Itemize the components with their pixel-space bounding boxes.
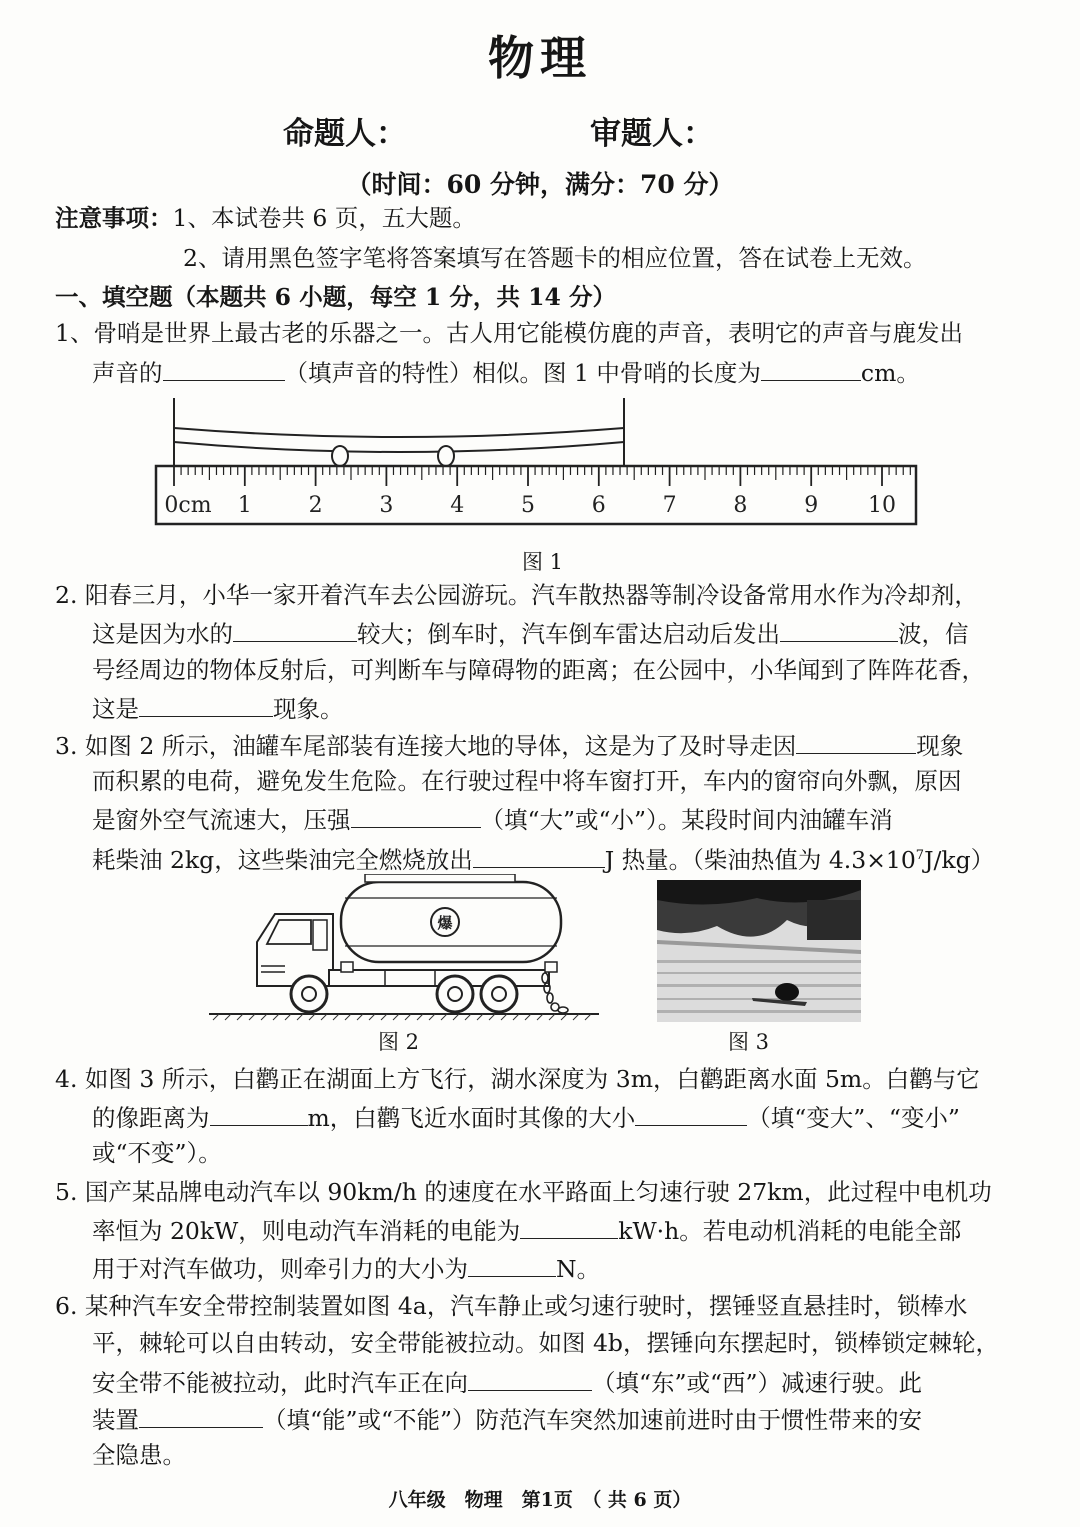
q5-line-1: 5. 国产某品牌电动汽车以 90km/h 的速度在水平路面上匀速行驶 27km，此过程中电机功 [55, 1178, 992, 1206]
answer-blank [468, 1252, 556, 1277]
answer-blank [520, 1214, 618, 1239]
answer-blank [139, 1403, 263, 1428]
figure-2-tanker-truck [205, 874, 605, 1024]
notice-item-1: 1、本试卷共 6 页，五大题。 [172, 204, 476, 232]
answer-blank [163, 356, 285, 381]
q1-line-2: 声音的 （填声音的特性）相似。图 1 中骨哨的长度为 cm。 [92, 356, 920, 388]
answer-blank [635, 1101, 747, 1126]
figure-3-stork-photo [657, 880, 861, 1022]
reviewer-label: 审题人： [590, 116, 714, 152]
ruler-label: 1 [237, 493, 252, 518]
q2-line-4: 这是 现象。 [92, 692, 344, 724]
q3-line-1: 3. 如图 2 所示，油罐车尾部装有连接大地的导体，这是为了及时导走因 现象 [55, 729, 963, 761]
figure-1-caption: 图 1 [522, 550, 564, 574]
ruler-label: 8 [733, 493, 748, 518]
answer-blank [473, 843, 605, 868]
q5-line-3: 用于对汽车做功，则牵引力的大小为 N。 [92, 1252, 600, 1284]
ruler-label: 6 [591, 493, 606, 518]
q5-line-2: 率恒为 20kW，则电动汽车消耗的电能为 kW·h。若电动机消耗的电能全部 [92, 1214, 961, 1246]
q3-line-2: 而积累的电荷，避免发生危险。在行驶过程中将车窗打开，车内的窗帘向外飘，原因 [92, 767, 962, 795]
whistle-bottom-edge [174, 442, 624, 452]
figure-1-ruler [150, 392, 925, 532]
notice-item-2: 2、请用黑色签字笔将答案填写在答题卡的相应位置，答在试卷上无效。 [183, 244, 927, 272]
q2-line-1: 2. 阳春三月，小华一家开着汽车去公园游玩。汽车散热器等制冷设备常用水作为冷却剂， [55, 581, 978, 609]
q6-line-3: 安全带不能被拉动，此时汽车正在向 （填“东”或“西”）减速行驶。此 [92, 1366, 922, 1398]
section-1-title: 一、填空题（本题共 6 小题，每空 1 分，共 14 分） [55, 283, 616, 311]
q3-line-3: 是窗外空气流速大，压强 （填“大”或“小”）。某段时间内油罐车消 [92, 803, 893, 835]
q6-line-4: 装置 （填“能”或“不能”）防范汽车突然加速前进时由于惯性带来的安 [92, 1403, 922, 1435]
notice-label: 注意事项： [55, 204, 173, 232]
q6-line-2: 平，棘轮可以自由转动，安全带能被拉动。如图 4b，摆锤向东摆起时，锁棒锁定棘轮， [92, 1329, 999, 1357]
q4-line-2: 的像距离为 m，白鹳飞近水面时其像的大小 （填“变大”、“变小” [92, 1101, 960, 1133]
tank-rail [365, 874, 515, 882]
ruler-label: 10 [868, 493, 896, 518]
notice-line-1 [55, 203, 476, 233]
q6-line-1: 6. 某种汽车安全带控制装置如图 4a，汽车静止或匀速行驶时，摆锤竖直悬挂时，锁棒水 [55, 1292, 968, 1320]
answer-blank [233, 617, 357, 642]
answer-blank [468, 1366, 592, 1391]
ruler-label: 2 [308, 493, 323, 518]
tank-mark-text: 爆 [437, 914, 453, 932]
q6-line-5: 全隐患。 [92, 1441, 186, 1469]
q2-line-3: 号经周边的物体反射后，可判断车与障碍物的距离；在公园中，小华闻到了阵阵花香， [92, 656, 985, 684]
ruler-label: 7 [662, 493, 677, 518]
whistle-top-edge [174, 428, 624, 437]
figure-3-caption: 图 3 [728, 1030, 770, 1054]
q2-line-2: 这是因为水的 较大；倒车时，汽车倒车雷达启动后发出 波，信 [92, 617, 969, 649]
ruler-label: 4 [450, 493, 465, 518]
answer-blank [796, 729, 916, 754]
q4-line-1: 4. 如图 3 所示，白鹳正在湖面上方飞行，湖水深度为 3m，白鹳距离水面 5m。白鹳与它 [55, 1065, 980, 1093]
answer-blank [780, 617, 898, 642]
ruler-label: 0cm [164, 493, 212, 518]
exam-time-info: （时间：60 分钟，满分：70 分） [346, 170, 734, 199]
figure-2-caption: 图 2 [378, 1030, 420, 1054]
page-footer: 八年级 物理 第1页 （ 共 6 页） [388, 1489, 692, 1511]
q1-line-1: 1、骨哨是世界上最古老的乐器之一。古人用它能模仿鹿的声音，表明它的声音与鹿发出 [55, 319, 963, 347]
whistle-hole [332, 446, 348, 466]
answer-blank [210, 1101, 308, 1126]
ruler-label: 9 [804, 493, 819, 518]
ruler-label: 5 [521, 493, 535, 518]
q4-line-3: 或“不变”）。 [92, 1139, 222, 1167]
answer-blank [139, 692, 273, 717]
question-setter-label: 命题人： [283, 116, 407, 152]
stork-photo-image [657, 880, 861, 1022]
ruler-body [156, 466, 916, 524]
page-title: 物理 [488, 31, 592, 85]
whistle-hole [438, 446, 454, 466]
ruler-label: 3 [379, 493, 394, 518]
answer-blank [351, 803, 481, 828]
answer-blank [761, 356, 861, 381]
q3-line-4: 耗柴油 2kg，这些柴油完全燃烧放出 J 热量。（柴油热值为 $4.3\times 10^7J/kg$） [92, 841, 994, 875]
